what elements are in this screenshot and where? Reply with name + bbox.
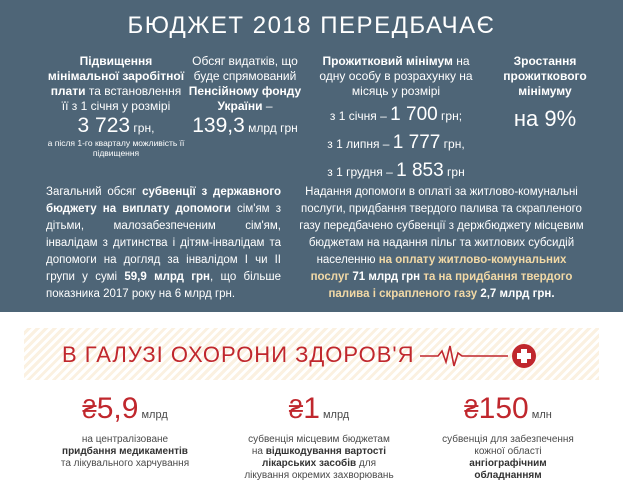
medical-cross-icon [512,344,536,368]
medicines-stat [40,392,210,470]
stat-amount [40,392,210,432]
angiography-stat [438,392,578,482]
subsistence-row-jan [318,103,474,127]
min-wage-note: а після 1-го кварталу можливість її підвищення [47,138,185,158]
stat-bold: придбання медикаментів [62,446,188,457]
min-wage-comma: , [151,121,155,135]
growth-heading: Зростання прожиткового мінімуму [503,54,587,98]
stat-bold: ангіографічним обладнанням [469,458,547,481]
pension-fund-block [180,54,310,138]
stat-amount [438,392,578,432]
stat-text: субвенція для забезпечення кожної області [442,434,574,457]
stat-value: 1 [303,392,320,425]
subsistence-row-jul [318,131,474,155]
para-highlight: та на придбання твердого палива і скрапленого газу [328,271,573,300]
para-bold: 59,9 млрд грн [124,271,210,283]
min-wage-block [46,54,186,158]
heartbeat-line-icon [420,342,550,370]
para-text: Загальний обсяг [46,186,143,198]
row-date: з 1 грудня – [327,165,397,179]
row-unit: грн; [437,109,463,123]
row-date: з 1 січня – [329,109,391,123]
row-unit: грн [443,165,465,179]
hryvnia-icon: ₴ [82,394,97,424]
child-subsidy-paragraph [46,184,281,303]
subsistence-row-dec [318,159,474,183]
para-bold: субвенції з державного бюджету на виплату допомоги [46,186,281,215]
stat-value: 5,9 [96,392,139,425]
stat-amount [244,392,394,432]
stat-text: та лікувального харчування [60,458,190,469]
hryvnia-icon: ₴ [464,394,479,424]
para-text: сім'ям з дітьми, малозабезпеченим сім'ям, інвалідам з дитинства і дітям-інвалідам та допомоги на догляд за інвалідом I чи II групи у сумі [46,203,282,283]
page-title: БЮДЖЕТ 2018 ПЕРЕДБАЧАЄ [127,12,496,39]
subsistence-text: на одну особу в розрахунку на місяць у розмірі [319,54,473,98]
min-wage-heading: Підвищення мінімальної заробітної плати [47,54,185,98]
min-wage-text: та встановлення її з 1 січня у розмірі [61,84,182,113]
pension-text: Обсяг видатків, що буде спрямований [192,54,298,83]
row-date: з 1 липня – [327,137,393,151]
stat-text: на централізоване [81,434,169,445]
pension-heading: Пенсійному фонду України [188,84,302,113]
min-wage-value: 3 723 [77,114,131,137]
subsistence-heading: Прожитковий мінімум [322,54,453,68]
stat-text: для лікування окремих захворювань [244,458,394,481]
pension-dash: – [262,99,273,113]
min-wage-unit: грн [130,121,152,135]
hryvnia-icon: ₴ [288,394,304,424]
pension-unit: млрд грн [244,121,298,135]
healthcare-section-title: В ГАЛУЗІ ОХОРОНИ ЗДОРОВ'Я [62,342,415,367]
stat-unit: млн [528,409,552,421]
row-value: 1 777 [392,132,441,153]
para-bold: 71 млрд грн [349,271,421,283]
stat-text: субвенція місцевим бюджетам на [248,434,390,457]
stat-value: 150 [478,392,529,425]
stat-unit: млрд [319,409,350,421]
stat-unit: млрд [138,409,168,421]
stat-bold: відшкодування вартості лікарських засобів [261,446,387,469]
para-text: Надання допомоги в оплаті за житлово-комунальні послуги, придбання твердого палива та скрапленого газу передбачено субвенції з держбюджету місцевим бюджетам на надання пільг та житлових субсидій населенню [299,186,584,266]
pension-value: 139,3 [192,114,245,137]
drug-reimbursement-stat [244,392,394,482]
row-value: 1 700 [390,104,438,125]
growth-value: на 9% [513,106,577,131]
para-highlight: на оплату житлово-комунальних послуг [310,254,567,283]
para-bold: 2,7 млрд грн. [477,288,555,300]
para-text: , що більше показника 2017 року на 6 млрд грн. [46,271,282,300]
subsistence-growth-block [490,54,600,131]
utility-subsidy-paragraph [299,184,584,303]
row-value: 1 853 [396,160,444,181]
row-unit: грн, [440,137,465,151]
subsistence-minimum-block [318,54,474,183]
